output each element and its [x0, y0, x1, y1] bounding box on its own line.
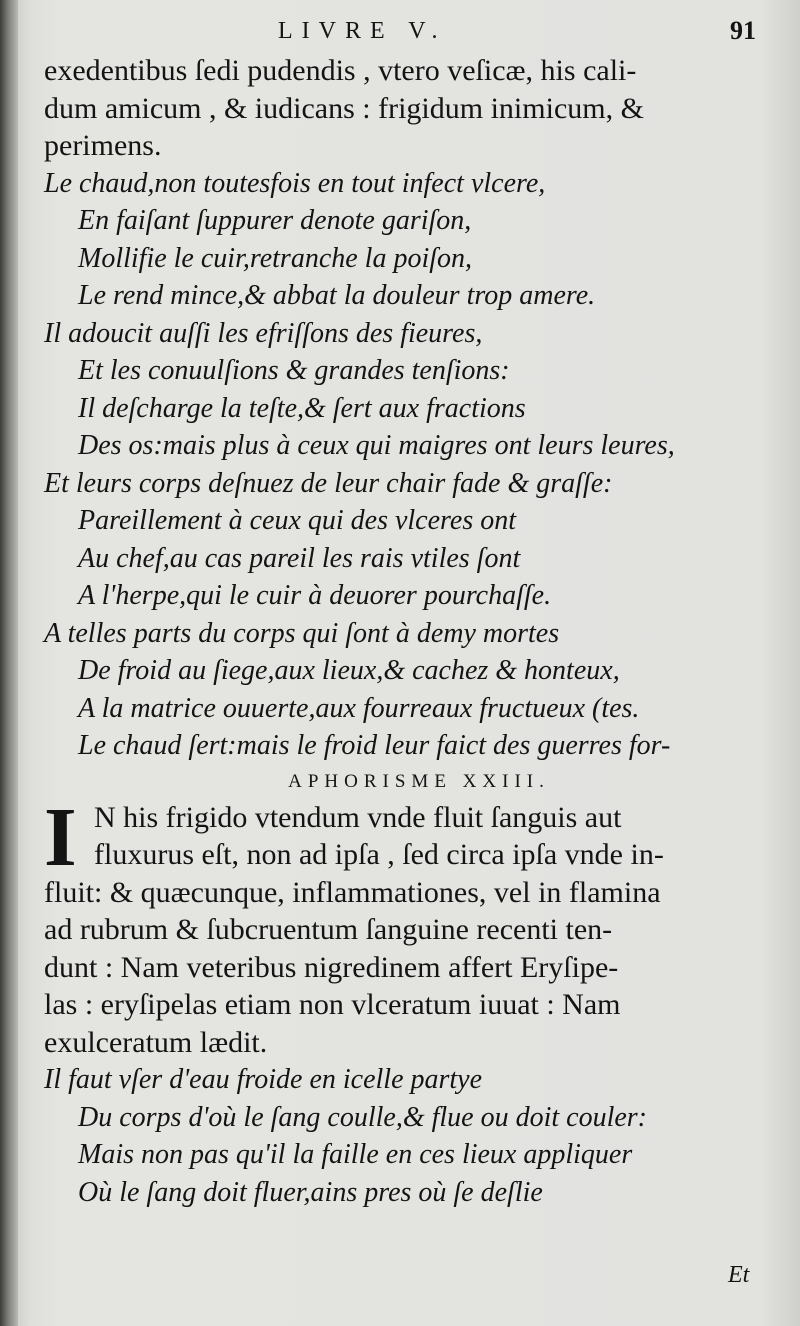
verse-line: Le rend mince,& abbat la douleur trop amere.	[78, 280, 596, 311]
verse-line: Et les conuulſions & grandes tenſions:	[78, 355, 510, 386]
verse-line: A telles parts du corps qui ſont à demy mortes	[44, 617, 560, 649]
verse-line: Pareillement à ceux qui des vlceres ont	[78, 505, 516, 536]
page-header	[0, 14, 800, 54]
verse-line: A la matrice ouuerte,aux fourreaux fructueux (tes.	[78, 692, 640, 724]
verse-line: De froid au ſiege,aux lieux,& cachez & honteux,	[78, 655, 620, 686]
verse-line: Il adoucit auſſi les efriſſons des fieures,	[44, 317, 483, 349]
text-line: las : eryſipelas etiam non vlceratum iuuat : Nam	[44, 988, 621, 1021]
verse-line: Au chef,au cas pareil les rais vtiles ſont	[78, 542, 521, 574]
text-line: ad rubrum & ſubcruentum ſanguine recenti ten-	[44, 913, 613, 946]
text-line: dum amicum , & iudicans : frigidum inimicum, &	[44, 91, 644, 125]
verse-line: Du corps d'où le ſang coulle,& flue ou doit couler:	[78, 1101, 648, 1133]
page-number: 91	[730, 16, 756, 45]
binding-gutter	[0, 0, 18, 1326]
text-line: fluxurus eſt, non ad ipſa , ſed circa ipſa vnde in-	[94, 838, 664, 871]
text-line: exedentibus ſedi pudendis , vtero veſicæ, his cali-	[44, 54, 637, 87]
verse-line: Le chaud ſert:mais le froid leur faict des guerres for-	[78, 730, 671, 761]
verse-line: Mais non pas qu'il la faille en ces lieux appliquer	[78, 1139, 633, 1170]
verse-line: En faiſant ſuppurer denote gariſon,	[78, 205, 472, 236]
verse-line: Il deſcharge la teſte,& ſert aux fractions	[78, 392, 526, 424]
running-head: LIVRE V.	[278, 18, 447, 44]
drop-cap: I	[44, 790, 77, 884]
verse-line: Mollifie le cuir,retranche la poiſon,	[78, 242, 473, 274]
verse-line: Et leurs corps deſnuez de leur chair fade & graſſe:	[44, 467, 613, 499]
aphorism-heading: APHORISME XXIII.	[288, 770, 550, 792]
verse-line: Où le ſang doit fluer,ains pres où ſe deſlie	[78, 1176, 543, 1208]
aphorism-paragraph	[44, 790, 774, 1062]
text-line: N his frigido vtendum vnde fluit ſanguis aut	[94, 800, 622, 834]
text-line: exulceratum lædit.	[44, 1025, 268, 1059]
verse-line: Des os:mais plus à ceux qui maigres ont leurs leures,	[78, 430, 675, 461]
catchword: Et	[728, 1262, 750, 1288]
text-line: perimens.	[44, 129, 162, 162]
verse-line: A l'herpe,qui le cuir à deuorer pourchaſſe.	[78, 580, 552, 611]
verse-line: Il faut vſer d'eau froide en icelle partye	[44, 1064, 483, 1095]
verse-line: Le chaud,non toutesfois en tout infect vlcere,	[44, 167, 546, 199]
text-line: dunt : Nam veteribus nigredinem affert Eryſipe-	[44, 950, 619, 984]
page-text	[44, 52, 774, 1211]
text-line: fluit: & quæcunque, inflammationes, vel in flamina	[44, 875, 661, 909]
